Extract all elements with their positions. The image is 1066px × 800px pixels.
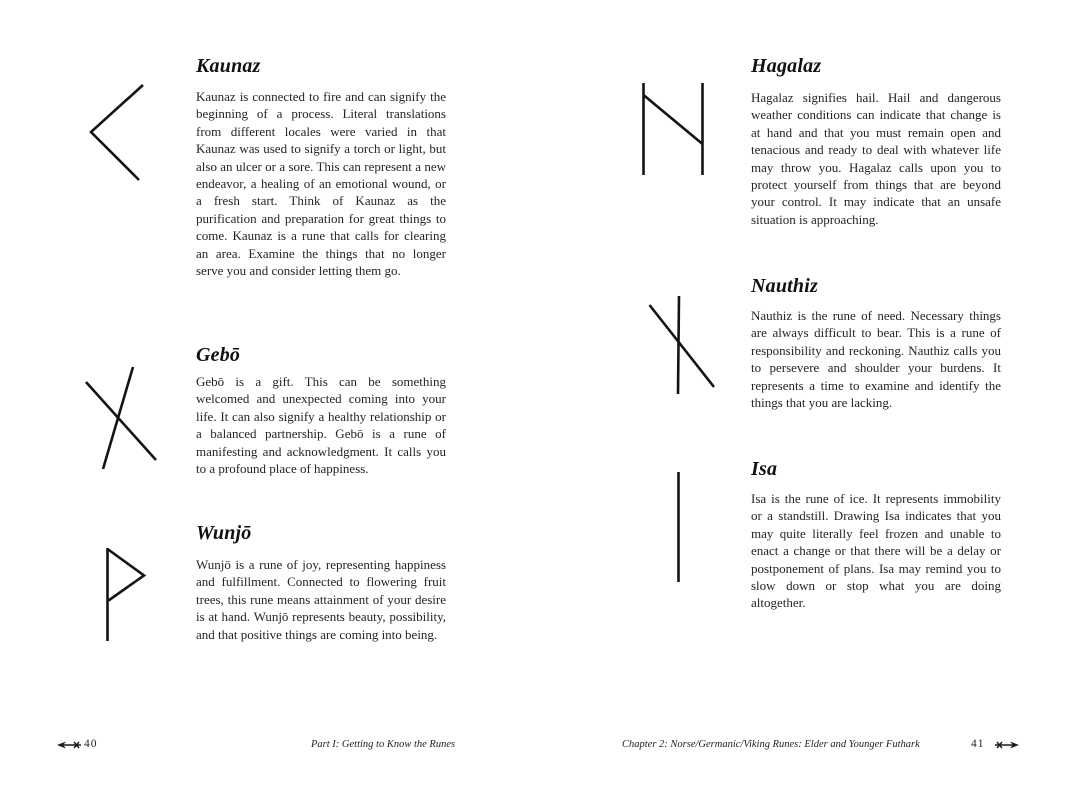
hagalaz-rune-icon: [641, 81, 705, 177]
right-page-footer: Chapter 2: Norse/Germanic/Viking Runes: Elder and Younger Futhark: [622, 739, 920, 750]
isa-rune-icon: [675, 470, 683, 584]
left-arrow-ornament-icon: [57, 740, 82, 750]
kaunaz-rune-icon: [89, 83, 147, 183]
nauthiz-rune-icon: [647, 293, 717, 397]
section-body-kaunaz: Kaunaz is connected to fire and can signify the beginning of a process. Literal translations from different locales were varied in that Kaunaz was used to signify a torch or light, but also an ulcer or a sore. This can represent a new endeavor, a healing of an emotional wound, or a fresh start. Think of Kaunaz as the purification and preparation for great things to come. Kaunaz is a rune that calls for clearing an area. Examine the things that no longer serve you and consider letting them go.: [196, 89, 446, 279]
section-body-wunjo: Wunjō is a rune of joy, representing happiness and fulfillment. Connected to flowering fruit trees, this rune means attainment of your desire is at hand. Wunjō represents beauty, possibility, and that positive things are coming into being.: [196, 557, 446, 642]
section-body-isa: Isa is the rune of ice. It represents immobility or a standstill. Drawing Isa indicates that you may quite literally feel frozen and unable to enact a change or that there will be a delay or postponement of plans. Isa may remind you to slow down or stop what you are doing altogether.: [751, 491, 1001, 611]
section-body-nauthiz: Nauthiz is the rune of need. Necessary things are always difficult to bear. This is a rune of responsibility and reckoning. Nauthiz calls you to persevere and shoulder your burdens. It represents a time to examine and identify the things that you are lacking.: [751, 308, 1001, 411]
right-arrow-ornament-icon: [994, 740, 1019, 750]
section-title-wunjo: Wunjō: [196, 522, 252, 544]
section-title-nauthiz: Nauthiz: [751, 275, 818, 297]
gebo-rune-icon: [84, 364, 158, 472]
section-body-gebo: Gebō is a gift. This can be something welcomed and unexpected coming into your life. It can also signify a healthy relationship or a balanced partnership. Gebō is a rune of manifesting and acknowledgment. It calls you to a profound place of happiness.: [196, 374, 446, 477]
left-page-number: 40: [84, 738, 98, 750]
section-title-hagalaz: Hagalaz: [751, 55, 822, 77]
left-page-footer: Part I: Getting to Know the Runes: [311, 739, 456, 750]
right-page-number: 41: [971, 738, 985, 750]
section-title-gebo: Gebō: [196, 344, 241, 366]
section-title-kaunaz: Kaunaz: [196, 55, 261, 77]
section-title-isa: Isa: [751, 458, 778, 480]
wunjo-rune-icon: [104, 546, 148, 643]
section-body-hagalaz: Hagalaz signifies hail. Hail and dangerous weather conditions can indicate that change is at hand and that you must remain open and tenacious and ready to deal with whatever life may throw you. Hagalaz calls upon you to protect yourself from things that are beyond your control. It may indicate that an unsafe situation is approaching.: [751, 90, 1001, 227]
